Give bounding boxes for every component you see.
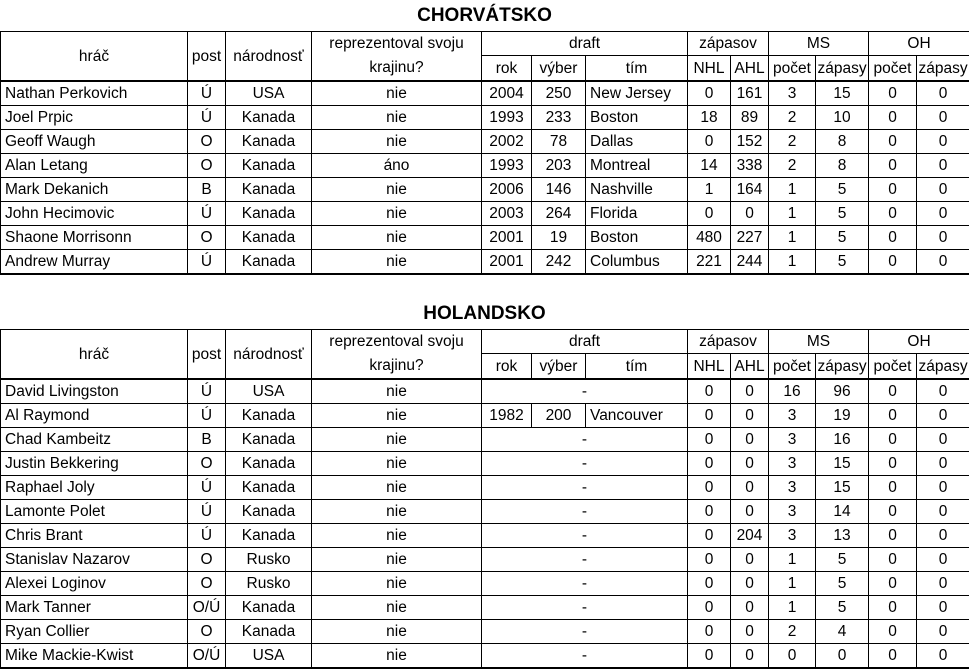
player-position: B xyxy=(188,178,226,202)
player-name: Joel Prpic xyxy=(1,106,188,130)
oh-count: 0 xyxy=(869,620,917,644)
ms-matches: 8 xyxy=(816,154,869,178)
oh-matches: 0 xyxy=(917,106,969,130)
ms-count: 0 xyxy=(769,644,816,669)
oh-count: 0 xyxy=(869,452,917,476)
draft-none: - xyxy=(482,572,688,596)
draft-year: 2002 xyxy=(482,130,532,154)
games-nhl: 480 xyxy=(688,226,731,250)
ms-count: 1 xyxy=(769,572,816,596)
header-row xyxy=(1,32,969,56)
oh-matches: 0 xyxy=(917,572,969,596)
oh-matches: 0 xyxy=(917,596,969,620)
games-ahl: 244 xyxy=(731,250,769,275)
draft-none: - xyxy=(482,476,688,500)
player-name: Geoff Waugh xyxy=(1,130,188,154)
oh-matches: 0 xyxy=(917,548,969,572)
header-draft-year: rok xyxy=(482,354,532,379)
oh-count: 0 xyxy=(869,379,917,404)
ms-matches: 13 xyxy=(816,524,869,548)
oh-count: 0 xyxy=(869,476,917,500)
oh-count: 0 xyxy=(869,644,917,669)
table-croatia xyxy=(0,31,969,275)
games-nhl: 221 xyxy=(688,250,731,275)
player-nationality: Rusko xyxy=(226,548,312,572)
ms-count: 1 xyxy=(769,226,816,250)
player-represented: nie xyxy=(312,250,482,275)
header-position: post xyxy=(188,32,226,82)
table-row xyxy=(1,154,969,178)
player-position: O xyxy=(188,572,226,596)
player-name: Mark Dekanich xyxy=(1,178,188,202)
header-ms-matches: zápasy xyxy=(816,56,869,81)
header-row xyxy=(1,330,969,354)
draft-none: - xyxy=(482,428,688,452)
oh-matches: 0 xyxy=(917,428,969,452)
draft-none: - xyxy=(482,452,688,476)
draft-year: 1993 xyxy=(482,106,532,130)
player-name: Lamonte Polet xyxy=(1,500,188,524)
ms-matches: 15 xyxy=(816,476,869,500)
oh-matches: 0 xyxy=(917,524,969,548)
draft-pick: 242 xyxy=(532,250,586,275)
ms-matches: 0 xyxy=(816,644,869,669)
player-represented: nie xyxy=(312,500,482,524)
table-row xyxy=(1,476,969,500)
player-position: O xyxy=(188,620,226,644)
games-nhl: 0 xyxy=(688,452,731,476)
table-row xyxy=(1,178,969,202)
player-name: Mike Mackie-Kwist xyxy=(1,644,188,669)
draft-year: 2001 xyxy=(482,226,532,250)
oh-count: 0 xyxy=(869,130,917,154)
games-nhl: 0 xyxy=(688,130,731,154)
oh-matches: 0 xyxy=(917,250,969,275)
header-draft-pick: výber xyxy=(532,56,586,81)
oh-count: 0 xyxy=(869,572,917,596)
oh-matches: 0 xyxy=(917,154,969,178)
games-nhl: 0 xyxy=(688,404,731,428)
header-draft-team: tím xyxy=(586,56,688,81)
oh-matches: 0 xyxy=(917,500,969,524)
header-ms-matches: zápasy xyxy=(816,354,869,379)
player-nationality: Kanada xyxy=(226,524,312,548)
player-represented: nie xyxy=(312,130,482,154)
oh-count: 0 xyxy=(869,81,917,106)
draft-pick: 78 xyxy=(532,130,586,154)
games-ahl: 0 xyxy=(731,379,769,404)
ms-matches: 5 xyxy=(816,548,869,572)
draft-pick: 203 xyxy=(532,154,586,178)
player-name: Justin Bekkering xyxy=(1,452,188,476)
player-name: Andrew Murray xyxy=(1,250,188,275)
draft-pick: 233 xyxy=(532,106,586,130)
header-oh-matches: zápasy xyxy=(917,354,969,379)
player-represented: nie xyxy=(312,644,482,669)
ms-matches: 5 xyxy=(816,250,869,275)
player-name: Mark Tanner xyxy=(1,596,188,620)
player-name: David Livingston xyxy=(1,379,188,404)
player-nationality: Kanada xyxy=(226,154,312,178)
games-ahl: 0 xyxy=(731,202,769,226)
header-oh: OH xyxy=(869,32,969,56)
games-nhl: 0 xyxy=(688,572,731,596)
player-nationality: USA xyxy=(226,81,312,106)
draft-team: Boston xyxy=(586,106,688,130)
oh-matches: 0 xyxy=(917,620,969,644)
player-position: Ú xyxy=(188,500,226,524)
games-ahl: 164 xyxy=(731,178,769,202)
ms-matches: 5 xyxy=(816,572,869,596)
oh-matches: 0 xyxy=(917,226,969,250)
player-position: B xyxy=(188,428,226,452)
ms-count: 1 xyxy=(769,548,816,572)
player-nationality: USA xyxy=(226,644,312,669)
draft-year: 2006 xyxy=(482,178,532,202)
oh-matches: 0 xyxy=(917,452,969,476)
table-row xyxy=(1,620,969,644)
header-ms-count: počet xyxy=(769,354,816,379)
table-row xyxy=(1,130,969,154)
player-represented: nie xyxy=(312,404,482,428)
table-row xyxy=(1,404,969,428)
table-row xyxy=(1,596,969,620)
games-nhl: 0 xyxy=(688,524,731,548)
header-nhl: NHL xyxy=(688,56,731,81)
oh-count: 0 xyxy=(869,548,917,572)
player-name: Nathan Perkovich xyxy=(1,81,188,106)
table-row xyxy=(1,202,969,226)
header-games: zápasov xyxy=(688,32,769,56)
header-oh-matches: zápasy xyxy=(917,56,969,81)
draft-team: Florida xyxy=(586,202,688,226)
draft-none: - xyxy=(482,524,688,548)
ms-count: 3 xyxy=(769,452,816,476)
ms-count: 2 xyxy=(769,154,816,178)
oh-matches: 0 xyxy=(917,81,969,106)
games-ahl: 0 xyxy=(731,452,769,476)
header-ms-count: počet xyxy=(769,56,816,81)
ms-count: 1 xyxy=(769,250,816,275)
table-row xyxy=(1,524,969,548)
oh-matches: 0 xyxy=(917,130,969,154)
table-netherlands xyxy=(0,329,969,669)
oh-matches: 0 xyxy=(917,644,969,669)
ms-matches: 15 xyxy=(816,81,869,106)
header-nhl: NHL xyxy=(688,354,731,379)
games-nhl: 0 xyxy=(688,548,731,572)
games-nhl: 14 xyxy=(688,154,731,178)
header-draft-team: tím xyxy=(586,354,688,379)
games-ahl: 0 xyxy=(731,548,769,572)
games-nhl: 18 xyxy=(688,106,731,130)
draft-pick: 146 xyxy=(532,178,586,202)
ms-matches: 5 xyxy=(816,596,869,620)
header-draft-pick: výber xyxy=(532,354,586,379)
header-draft: draft xyxy=(482,330,688,354)
oh-matches: 0 xyxy=(917,202,969,226)
oh-count: 0 xyxy=(869,500,917,524)
table-row xyxy=(1,452,969,476)
header-represented: reprezentoval svoju krajinu? xyxy=(312,330,482,380)
draft-pick: 250 xyxy=(532,81,586,106)
games-nhl: 0 xyxy=(688,500,731,524)
player-represented: nie xyxy=(312,548,482,572)
player-nationality: Kanada xyxy=(226,202,312,226)
player-represented: nie xyxy=(312,596,482,620)
table-row xyxy=(1,548,969,572)
games-ahl: 89 xyxy=(731,106,769,130)
ms-count: 1 xyxy=(769,596,816,620)
oh-count: 0 xyxy=(869,106,917,130)
header-nationality: národnosť xyxy=(226,32,312,82)
table-row xyxy=(1,379,969,404)
header-ahl: AHL xyxy=(731,354,769,379)
draft-year: 2001 xyxy=(482,250,532,275)
games-ahl: 0 xyxy=(731,596,769,620)
header-draft: draft xyxy=(482,32,688,56)
player-name: Raphael Joly xyxy=(1,476,188,500)
games-ahl: 0 xyxy=(731,572,769,596)
ms-matches: 5 xyxy=(816,202,869,226)
ms-count: 1 xyxy=(769,178,816,202)
player-nationality: Kanada xyxy=(226,620,312,644)
games-nhl: 0 xyxy=(688,644,731,669)
ms-count: 3 xyxy=(769,524,816,548)
ms-count: 2 xyxy=(769,620,816,644)
oh-count: 0 xyxy=(869,404,917,428)
player-represented: nie xyxy=(312,202,482,226)
player-nationality: Kanada xyxy=(226,500,312,524)
header-position: post xyxy=(188,330,226,380)
header-ahl: AHL xyxy=(731,56,769,81)
games-nhl: 0 xyxy=(688,428,731,452)
games-nhl: 0 xyxy=(688,81,731,106)
player-nationality: Kanada xyxy=(226,452,312,476)
games-ahl: 161 xyxy=(731,81,769,106)
player-name: John Hecimovic xyxy=(1,202,188,226)
player-position: O xyxy=(188,452,226,476)
ms-count: 3 xyxy=(769,81,816,106)
player-name: Chris Brant xyxy=(1,524,188,548)
player-nationality: Kanada xyxy=(226,476,312,500)
games-ahl: 0 xyxy=(731,644,769,669)
oh-matches: 0 xyxy=(917,404,969,428)
table-row xyxy=(1,250,969,275)
player-position: O xyxy=(188,226,226,250)
player-nationality: Kanada xyxy=(226,250,312,275)
draft-none: - xyxy=(482,548,688,572)
player-name: Chad Kambeitz xyxy=(1,428,188,452)
ms-count: 1 xyxy=(769,202,816,226)
header-represented: reprezentoval svoju krajinu? xyxy=(312,32,482,82)
header-nationality: národnosť xyxy=(226,330,312,380)
title-netherlands: HOLANDSKO xyxy=(0,303,969,325)
games-ahl: 0 xyxy=(731,404,769,428)
draft-pick: 200 xyxy=(532,404,586,428)
header-ms: MS xyxy=(769,330,869,354)
ms-matches: 15 xyxy=(816,452,869,476)
games-ahl: 227 xyxy=(731,226,769,250)
player-name: Alexei Loginov xyxy=(1,572,188,596)
oh-matches: 0 xyxy=(917,476,969,500)
games-nhl: 1 xyxy=(688,178,731,202)
player-nationality: Kanada xyxy=(226,130,312,154)
player-name: Stanislav Nazarov xyxy=(1,548,188,572)
ms-count: 16 xyxy=(769,379,816,404)
header-oh-count: počet xyxy=(869,56,917,81)
player-nationality: Rusko xyxy=(226,572,312,596)
player-represented: nie xyxy=(312,524,482,548)
ms-matches: 5 xyxy=(816,226,869,250)
player-represented: áno xyxy=(312,154,482,178)
table-row xyxy=(1,81,969,106)
player-represented: nie xyxy=(312,81,482,106)
games-ahl: 0 xyxy=(731,476,769,500)
player-position: O xyxy=(188,130,226,154)
draft-team: Nashville xyxy=(586,178,688,202)
player-represented: nie xyxy=(312,572,482,596)
player-position: O xyxy=(188,154,226,178)
oh-count: 0 xyxy=(869,428,917,452)
games-nhl: 0 xyxy=(688,596,731,620)
player-position: O/Ú xyxy=(188,596,226,620)
header-ms: MS xyxy=(769,32,869,56)
player-position: Ú xyxy=(188,106,226,130)
player-represented: nie xyxy=(312,428,482,452)
table-row xyxy=(1,428,969,452)
games-nhl: 0 xyxy=(688,379,731,404)
table-row xyxy=(1,572,969,596)
draft-none: - xyxy=(482,620,688,644)
draft-year: 1993 xyxy=(482,154,532,178)
player-represented: nie xyxy=(312,379,482,404)
draft-team: Montreal xyxy=(586,154,688,178)
draft-none: - xyxy=(482,644,688,669)
draft-none: - xyxy=(482,500,688,524)
player-name: Ryan Collier xyxy=(1,620,188,644)
player-position: Ú xyxy=(188,379,226,404)
draft-year: 2003 xyxy=(482,202,532,226)
oh-count: 0 xyxy=(869,596,917,620)
header-games: zápasov xyxy=(688,330,769,354)
games-nhl: 0 xyxy=(688,202,731,226)
draft-year: 1982 xyxy=(482,404,532,428)
games-nhl: 0 xyxy=(688,620,731,644)
oh-count: 0 xyxy=(869,524,917,548)
table-row xyxy=(1,226,969,250)
player-represented: nie xyxy=(312,106,482,130)
ms-count: 3 xyxy=(769,500,816,524)
player-position: Ú xyxy=(188,524,226,548)
player-position: Ú xyxy=(188,476,226,500)
ms-matches: 19 xyxy=(816,404,869,428)
games-ahl: 204 xyxy=(731,524,769,548)
player-represented: nie xyxy=(312,476,482,500)
games-ahl: 0 xyxy=(731,620,769,644)
oh-count: 0 xyxy=(869,178,917,202)
player-position: Ú xyxy=(188,404,226,428)
player-nationality: Kanada xyxy=(226,106,312,130)
header-oh: OH xyxy=(869,330,969,354)
ms-matches: 4 xyxy=(816,620,869,644)
table-row xyxy=(1,106,969,130)
draft-none: - xyxy=(482,596,688,620)
draft-pick: 19 xyxy=(532,226,586,250)
ms-matches: 5 xyxy=(816,178,869,202)
ms-count: 3 xyxy=(769,428,816,452)
header-player: hráč xyxy=(1,32,188,82)
ms-matches: 96 xyxy=(816,379,869,404)
draft-team: Columbus xyxy=(586,250,688,275)
games-nhl: 0 xyxy=(688,476,731,500)
oh-count: 0 xyxy=(869,226,917,250)
ms-matches: 10 xyxy=(816,106,869,130)
title-croatia: CHORVÁTSKO xyxy=(0,5,969,27)
draft-team: New Jersey xyxy=(586,81,688,106)
player-represented: nie xyxy=(312,178,482,202)
header-oh-count: počet xyxy=(869,354,917,379)
oh-count: 0 xyxy=(869,154,917,178)
player-nationality: USA xyxy=(226,379,312,404)
player-name: Al Raymond xyxy=(1,404,188,428)
header-player: hráč xyxy=(1,330,188,380)
player-name: Alan Letang xyxy=(1,154,188,178)
player-position: Ú xyxy=(188,202,226,226)
draft-team: Boston xyxy=(586,226,688,250)
ms-matches: 14 xyxy=(816,500,869,524)
ms-matches: 8 xyxy=(816,130,869,154)
player-nationality: Kanada xyxy=(226,178,312,202)
header-draft-year: rok xyxy=(482,56,532,81)
draft-year: 2004 xyxy=(482,81,532,106)
games-ahl: 338 xyxy=(731,154,769,178)
games-ahl: 0 xyxy=(731,428,769,452)
oh-count: 0 xyxy=(869,202,917,226)
ms-count: 3 xyxy=(769,476,816,500)
games-ahl: 0 xyxy=(731,500,769,524)
ms-count: 2 xyxy=(769,130,816,154)
draft-pick: 264 xyxy=(532,202,586,226)
player-nationality: Kanada xyxy=(226,428,312,452)
player-represented: nie xyxy=(312,620,482,644)
oh-count: 0 xyxy=(869,250,917,275)
player-name: Shaone Morrisonn xyxy=(1,226,188,250)
table-row xyxy=(1,644,969,669)
draft-team: Vancouver xyxy=(586,404,688,428)
draft-team: Dallas xyxy=(586,130,688,154)
ms-count: 3 xyxy=(769,404,816,428)
player-position: Ú xyxy=(188,250,226,275)
player-nationality: Kanada xyxy=(226,404,312,428)
draft-none: - xyxy=(482,379,688,404)
ms-count: 2 xyxy=(769,106,816,130)
table-row xyxy=(1,500,969,524)
player-position: O xyxy=(188,548,226,572)
oh-matches: 0 xyxy=(917,379,969,404)
games-ahl: 152 xyxy=(731,130,769,154)
player-nationality: Kanada xyxy=(226,226,312,250)
player-position: O/Ú xyxy=(188,644,226,669)
oh-matches: 0 xyxy=(917,178,969,202)
player-nationality: Kanada xyxy=(226,596,312,620)
player-represented: nie xyxy=(312,226,482,250)
ms-matches: 16 xyxy=(816,428,869,452)
player-position: Ú xyxy=(188,81,226,106)
player-represented: nie xyxy=(312,452,482,476)
